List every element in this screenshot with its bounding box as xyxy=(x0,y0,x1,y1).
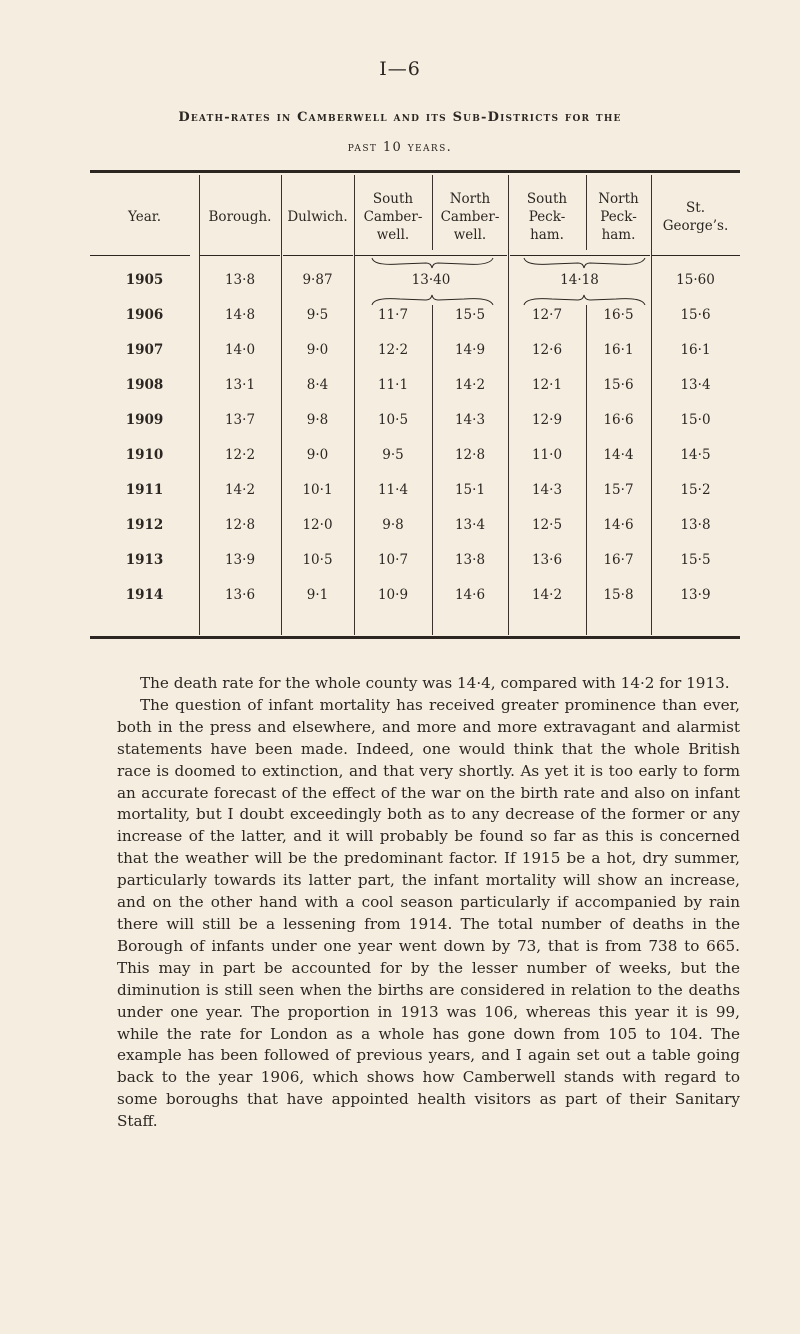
cell-south-peckham: 12·6 xyxy=(531,342,563,358)
cell-year: 1910 xyxy=(125,447,164,463)
cell-dulwich: 9·0 xyxy=(306,342,329,358)
cell-south-peckham: 12·5 xyxy=(531,517,563,533)
cell-borough: 13·1 xyxy=(224,377,256,393)
cell-south-camberwell: 10·7 xyxy=(377,552,409,568)
combined-peckham-1905: 14·18 xyxy=(560,272,599,288)
cell-st-georges: 15·60 xyxy=(676,272,715,288)
body-text xyxy=(117,673,740,1133)
header-st-georges: St. George’s. xyxy=(662,200,729,234)
cell-borough: 13·9 xyxy=(224,552,256,568)
header-north-camberwell: North Camber- well. xyxy=(440,191,500,243)
header-south-peckham: South Peck- ham. xyxy=(526,191,568,243)
cell-dulwich: 9·5 xyxy=(306,307,329,323)
paragraph: The question of infant mortality has received greater prominence than ever, both in the press and elsewhere, and more and more extravagant and alarmist statements have been made. Indeed, one would think that the whole British race is doomed to extinction, and that very shortly. As yet it is too early to form an accurate forecast of the effect of the war on the birth rate and also on infant mortality, but I doubt exceedingly both as to any decrease of the former or any increase of the latter, and it will probably be found so far as this is concerned that the weather will be the predominant factor. If 1915 be a hot, dry summer, particularly towards its latter part, the infant mortality will show an increase, and on the other hand with a cool season particularly if accompanied by rain there will still be a lessening from 1914. The total number of deaths in the Borough of infants under one year went down by 73, that is from 738 to 665. This may in part be accounted for by the lesser number of weeks, but the diminution is still seen when the births are considered in relation to the deaths under one year. The proportion in 1913 was 106, whereas this year it is 99, while the rate for London as a whole has gone down from 105 to 104. The example has been followed of previous years, and I again set out a table going back to the year 1906, which shows how Camberwell stands with regard to some boroughs that have appointed health visitors as part of their Sanitary Staff. xyxy=(117,695,740,1131)
cell-year: 1914 xyxy=(125,587,164,603)
cell-south-camberwell: 11·7 xyxy=(377,307,409,323)
brace-down-icon xyxy=(522,256,647,270)
combined-camberwell-1905: 13·40 xyxy=(411,272,451,288)
cell-north-camberwell: 14·3 xyxy=(454,412,486,428)
cell-borough: 14·8 xyxy=(224,307,256,323)
cell-borough: 12·8 xyxy=(224,517,256,533)
cell-north-camberwell: 15·5 xyxy=(454,307,486,323)
brace-down-icon xyxy=(370,256,495,270)
cell-north-camberwell: 13·4 xyxy=(454,517,486,533)
header-underline xyxy=(200,255,280,256)
cell-year: 1907 xyxy=(125,342,164,358)
header-dulwich: Dulwich. xyxy=(287,209,348,225)
table-bottom-rule xyxy=(90,636,740,639)
cell-year: 1906 xyxy=(125,307,164,323)
cell-year: 1909 xyxy=(125,412,164,428)
cell-south-camberwell: 11·4 xyxy=(377,482,409,498)
paragraph: The death rate for the whole county was 14·4, compared with 14·2 for 1913. xyxy=(140,674,730,692)
cell-north-camberwell: 14·9 xyxy=(454,342,486,358)
header-underline xyxy=(90,255,190,256)
cell-borough: 13·7 xyxy=(224,412,256,428)
header-north-peckham: North Peck- ham. xyxy=(598,191,639,243)
cell-borough: 13·8 xyxy=(224,272,256,288)
cell-year: 1912 xyxy=(125,517,164,533)
header-underline xyxy=(652,255,740,256)
cell-south-peckham: 11·0 xyxy=(531,447,563,463)
cell-borough: 14·2 xyxy=(224,482,256,498)
cell-south-peckham: 13·6 xyxy=(531,552,563,568)
cell-north-peckham: 16·5 xyxy=(603,307,634,323)
cell-north-peckham: 16·6 xyxy=(603,412,634,428)
cell-north-camberwell: 14·2 xyxy=(454,377,486,393)
cell-south-camberwell: 9·8 xyxy=(382,517,404,533)
cell-dulwich: 9·0 xyxy=(306,447,329,463)
cell-dulwich: 10·5 xyxy=(302,552,333,568)
cell-year: 1911 xyxy=(125,482,164,498)
cell-north-peckham: 14·4 xyxy=(603,447,634,463)
cell-st-georges: 15·0 xyxy=(680,412,711,428)
cell-south-peckham: 14·3 xyxy=(531,482,563,498)
cell-st-georges: 15·6 xyxy=(680,307,711,323)
cell-south-peckham: 12·7 xyxy=(531,307,563,323)
cell-dulwich: 8·4 xyxy=(306,377,329,393)
cell-south-camberwell: 10·5 xyxy=(377,412,409,428)
table-top-rule xyxy=(90,170,740,173)
cell-year: 1913 xyxy=(125,552,164,568)
cell-year: 1908 xyxy=(125,377,164,393)
header-underline xyxy=(283,255,353,256)
cell-south-camberwell: 9·5 xyxy=(382,447,404,463)
cell-dulwich: 9·87 xyxy=(302,272,333,288)
cell-st-georges: 16·1 xyxy=(680,342,711,358)
cell-st-georges: 15·5 xyxy=(680,552,711,568)
table-subtitle: past 10 years. xyxy=(347,140,453,155)
cell-north-camberwell: 12·8 xyxy=(454,447,486,463)
cell-north-peckham: 15·6 xyxy=(603,377,634,393)
cell-north-camberwell: 13·8 xyxy=(454,552,486,568)
cell-south-camberwell: 12·2 xyxy=(377,342,409,358)
cell-st-georges: 13·4 xyxy=(680,377,711,393)
cell-north-peckham: 15·7 xyxy=(603,482,634,498)
cell-borough: 14·0 xyxy=(224,342,256,358)
cell-north-camberwell: 15·1 xyxy=(454,482,486,498)
cell-dulwich: 9·8 xyxy=(306,412,329,428)
cell-south-peckham: 12·1 xyxy=(531,377,563,393)
cell-north-peckham: 16·7 xyxy=(603,552,634,568)
cell-year: 1905 xyxy=(125,272,164,288)
cell-st-georges: 14·5 xyxy=(680,447,711,463)
cell-north-peckham: 15·8 xyxy=(603,587,634,603)
cell-south-peckham: 14·2 xyxy=(531,587,563,603)
cell-north-camberwell: 14·6 xyxy=(454,587,486,603)
cell-north-peckham: 14·6 xyxy=(603,517,634,533)
cell-borough: 13·6 xyxy=(224,587,256,603)
cell-dulwich: 9·1 xyxy=(306,587,329,603)
cell-north-peckham: 16·1 xyxy=(603,342,634,358)
table-title: Death-rates in Camberwell and its Sub-Districts for the xyxy=(178,110,622,125)
header-borough: Borough. xyxy=(208,209,272,225)
cell-st-georges: 15·2 xyxy=(680,482,711,498)
cell-dulwich: 10·1 xyxy=(302,482,333,498)
cell-st-georges: 13·9 xyxy=(680,587,711,603)
cell-south-camberwell: 10·9 xyxy=(377,587,409,603)
cell-south-peckham: 12·9 xyxy=(531,412,563,428)
cell-dulwich: 12·0 xyxy=(302,517,333,533)
header-south-camberwell: South Camber- well. xyxy=(363,191,423,243)
cell-south-camberwell: 11·1 xyxy=(377,377,409,393)
header-year: Year. xyxy=(127,209,162,225)
page-number: I—6 xyxy=(379,58,421,80)
cell-borough: 12·2 xyxy=(224,447,256,463)
cell-st-georges: 13·8 xyxy=(680,517,711,533)
